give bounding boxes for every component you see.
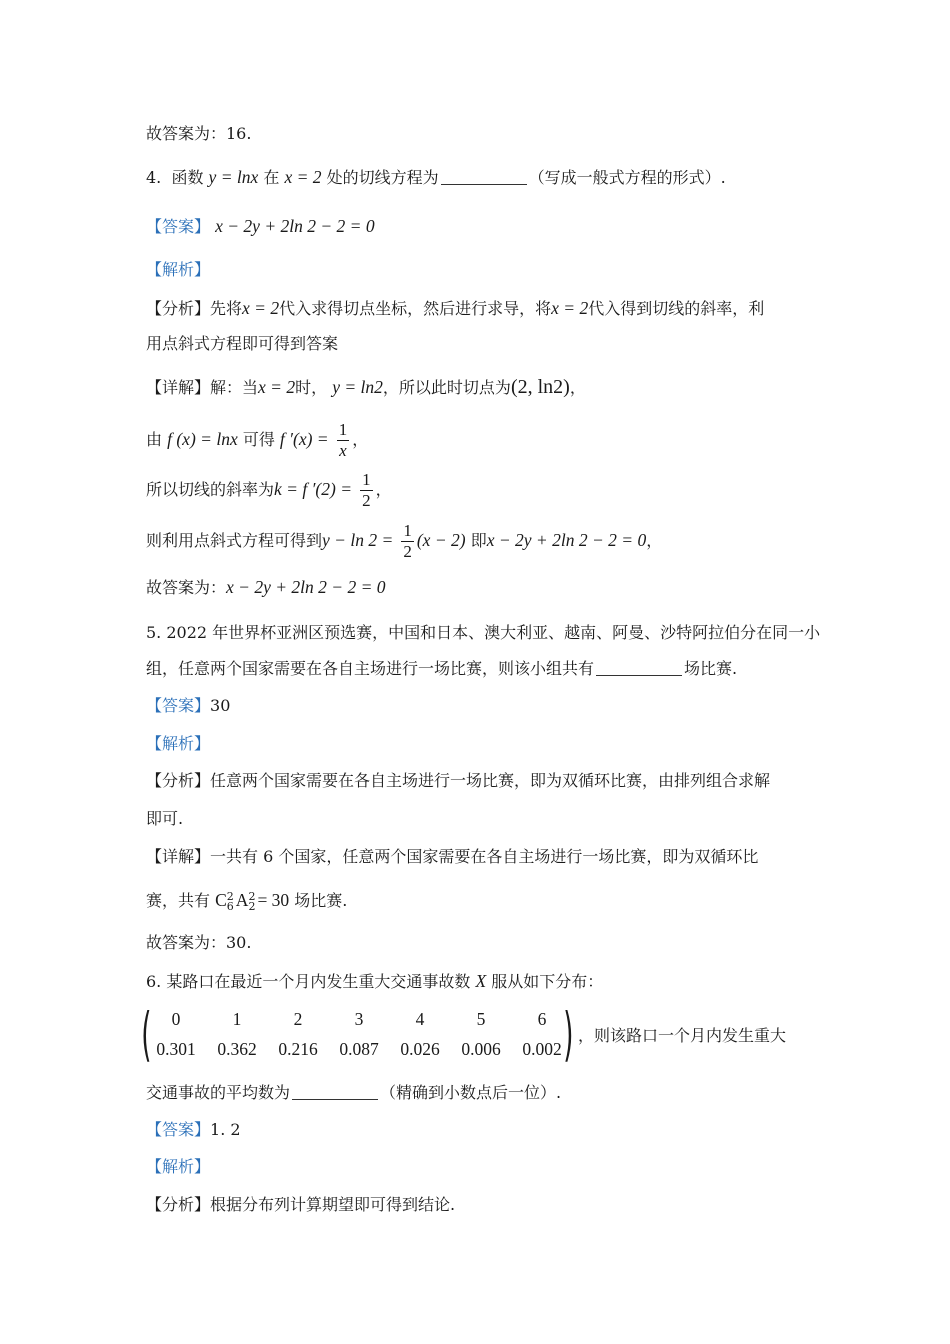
question-6-line2: ，则该路口一个月内发生重大 [578,1026,787,1045]
matrix-cell: 0 [171,1009,181,1029]
matrix-cell: 5 [476,1009,486,1029]
prev-answer-line: 故答案为：16. [146,124,252,143]
matrix-cell: 0.006 [461,1039,501,1059]
matrix-cell: 1 [232,1009,242,1029]
xiangjie-5-line3: 故答案为：30. [146,933,252,952]
question-6-line1: 6. 某路口在最近一个月内发生重大交通事故数 X 服从如下分布： [146,971,604,991]
answer-blank [292,1083,378,1100]
xiangjie-4-line5: 故答案为：x − 2y + 2ln 2 − 2 = 0 [146,577,386,597]
answer-tag: 【答案】 [146,1120,211,1139]
matrix-cell: 0.026 [400,1039,440,1059]
answer-tag: 【答案】 [146,217,211,236]
q4-number: 4. [146,168,162,187]
right-paren: ) [563,1000,574,1068]
fenxi-4-line2: 用点斜式方程即可得到答案 [146,334,339,353]
xiangjie-4-line2: 由 f (x) = lnx 可得 f ′(x) = $\frac{1}{x}$ ， [146,420,369,460]
jiexi-tag-4: 【解析】 [146,260,211,279]
matrix-cell: 0.087 [339,1039,379,1059]
answer-blank [596,659,682,676]
question-4: 4. 函数 y = lnx 在 x = 2 处的切线方程为 （写成一般式方程的形式）. [146,167,726,187]
matrix-cell: 3 [354,1009,364,1029]
fraction-1-over-2: $\frac{1}{2}$ [362,470,371,510]
fenxi-4-line1: 【分析】先将x = 2代入求得切点坐标，然后进行求导，将x = 2代入得到切线的斜率，利 [146,298,765,318]
matrix-cell: 2 [293,1009,303,1029]
matrix-cell: 6 [537,1009,547,1029]
answer-6: 【答案】1. 2 [146,1120,241,1139]
left-paren: ( [141,1000,152,1068]
answer-4 [146,215,375,238]
jiexi-tag-6: 【解析】 [146,1157,211,1176]
jiexi-tag-5: 【解析】 [146,734,211,753]
matrix-cell: 4 [415,1009,425,1029]
question-5-line1: 5. 2022 年世界杯亚洲区预选赛，中国和日本、澳大利亚、越南、阿曼、沙特阿拉伯分在同一小 [146,623,821,642]
question-6-line3: 交通事故的平均数为 （精确到小数点后一位）. [146,1083,562,1102]
fenxi-5-line2: 即可. [146,809,184,828]
xiangjie-4-line3: 所以切线的斜率为k = f ′(2) = $\frac{1}{2}$ ， [146,470,392,510]
xiangjie-4-line1: 【详解】解：当x = 2时， y = ln2，所以此时切点为(2, ln2)， [146,376,586,398]
fenxi-6: 【分析】根据分布列计算期望即可得到结论. [146,1195,456,1214]
question-5-line2: 组，任意两个国家需要在各自主场进行一场比赛，则该小组共有 场比赛. [146,659,738,678]
distribution-matrix [141,1000,574,1068]
matrix-cell: 0.362 [217,1039,257,1059]
answer-5: 【答案】30 [146,696,231,715]
matrix-cell: 0.002 [522,1039,562,1059]
q4-function: y = lnx [208,167,259,187]
answer-4-equation: x − 2y + 2ln 2 − 2 = 0 [215,216,375,236]
answer-tag: 【答案】 [146,696,211,715]
matrix-cell: 0.301 [156,1039,196,1059]
xiangjie-4-line4: 则利用点斜式方程可得到y − ln 2 = $\frac{1}{2}$ (x − 2) 即x − 2y + 2ln 2 − 2 = 0， [146,521,663,561]
matrix-cell: 0.216 [278,1039,318,1059]
xiangjie-5-line1: 【详解】一共有 6 个国家，任意两个国家需要在各自主场进行一场比赛，即为双循环比 [146,847,759,866]
xiangjie-5-line2: 赛，共有 C 2 6 A 2 2 = 30 场比赛. [146,889,348,913]
fraction-1-over-2b: $\frac{1}{2}$ [403,521,412,561]
fenxi-5-line1: 【分析】任意两个国家需要在各自主场进行一场比赛，即为双循环比赛，由排列组合求解 [146,771,771,790]
fraction-1-over-x: $\frac{1}{x}$ [338,420,348,460]
answer-blank [441,168,527,185]
